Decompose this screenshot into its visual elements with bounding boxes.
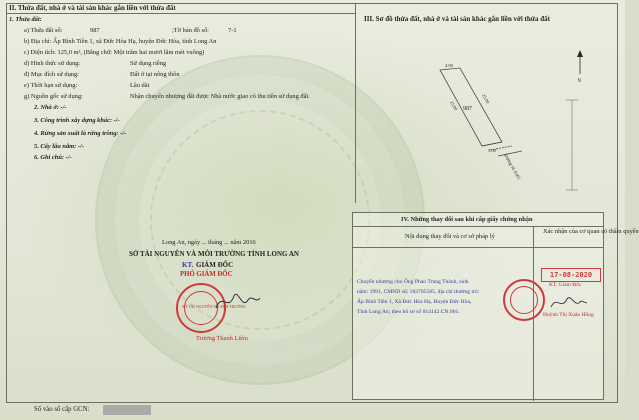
column-content-header: Nội dung thay đổi và cơ sở pháp lý <box>405 233 495 240</box>
parcel-heading: 1. Thửa đất: <box>9 16 42 23</box>
director-signature <box>212 288 262 316</box>
column-confirm-header: Xác nhận của cơ quan có thẩm quyền <box>543 228 639 235</box>
perennial-item: 5. Cây lâu năm: -/- <box>34 143 84 150</box>
section2-title: II. Thửa đất, nhà ở và tài sản khác gắn liền với thửa đất <box>9 4 176 12</box>
map-sheet-label: ;Tờ bản đồ số: <box>172 27 209 34</box>
parcel-number-value: 987 <box>90 27 100 34</box>
map-sheet-value: 7-1 <box>228 27 237 34</box>
confirm-signature <box>549 293 589 313</box>
dim-top: 4.90 <box>445 63 453 68</box>
origin-label: g) Nguồn gốc sử dụng: <box>24 93 83 100</box>
usage-term-label: e) Thời hạn sử dụng: <box>24 82 78 89</box>
road-label: Đường số A305 <box>503 153 522 181</box>
section3-title: III. Sơ đồ thửa đất, nhà ở và tài sản khác gắn liền với thửa đất <box>364 15 550 23</box>
director-role: GIÁM ĐỐC <box>196 261 234 269</box>
signer-name: Trương Thanh Liêm <box>196 335 248 342</box>
dim-left: 25.00 <box>449 100 459 112</box>
changes-table <box>352 212 639 400</box>
deputy-director-label: PHÓ GIÁM ĐỐC <box>180 271 233 278</box>
usage-term-value: Lâu dài <box>130 82 150 89</box>
confirm-signer: Huỳnh Thị Xuân Hồng <box>543 312 594 318</box>
dim-bottom: 5.00 <box>488 148 496 153</box>
section2-title-rule <box>6 13 355 14</box>
change-entry-line-3: Ấp Bình Tiền 1, Xã Đức Hòa Hạ, Huyện Đức Hòa, <box>357 299 472 305</box>
director-role-prefix: KT. <box>182 261 194 269</box>
parcel-number-label: a) Thửa đất số: <box>24 27 63 34</box>
forest-item: 4. Rừng sản xuất là rừng trồng: -/- <box>34 130 127 137</box>
confirm-date-stamp: 17-08-2020 <box>541 268 601 282</box>
change-entry-line-1: Chuyển nhượng cho Ông Phan Trung Thành, sinh <box>357 279 469 285</box>
change-entry-line-2: năm: 1991, CMND số: 183705585, địa chỉ thường trú: <box>357 289 480 295</box>
transfer-seal <box>503 279 545 321</box>
usage-purpose-label: đ) Mục đích sử dụng: <box>24 71 79 78</box>
confirm-role: KT. Giám Đốc <box>549 282 582 288</box>
sign-date-line: Long An, ngày ... tháng ... năm 2016 <box>162 239 256 246</box>
issuing-org: SỞ TÀI NGUYÊN VÀ MÔI TRƯỜNG TỈNH LONG AN <box>129 250 299 258</box>
serial-redaction <box>103 405 151 415</box>
usage-form-value: Sử dụng riêng <box>130 60 167 67</box>
usage-form-label: d) Hình thức sử dụng: <box>24 60 81 67</box>
construction-item: 3. Công trình xây dựng khác: -/- <box>34 117 120 124</box>
section-divider <box>355 3 356 203</box>
parcel-diagram <box>420 40 620 210</box>
serial-label: Số vào sổ cấp GCN: <box>34 406 90 413</box>
svg-text:N: N <box>577 79 582 84</box>
area-line: c) Diện tích: 125,0 m², (Bằng chữ: Một trăm hai mươi lăm mét vuông) <box>24 49 205 56</box>
north-arrow-icon <box>577 50 583 84</box>
address-line: b) Địa chỉ: Ấp Bình Tiền 1, xã Đức Hòa Hạ, huyện Đức Hòa, tỉnh Long An <box>24 38 217 45</box>
house-item: 2. Nhà ở: -/- <box>34 104 67 111</box>
note-item: 6. Ghi chú: -/- <box>34 154 72 161</box>
official-seal-text: SỞ TÀI NGUYÊN VÀ MÔI TRƯỜNG <box>182 304 246 309</box>
section4-title: IV. Những thay đổi sau khi cấp giấy chứng nhận <box>401 216 533 223</box>
change-entry-line-4: Tỉnh Long An; theo hồ sơ số 014142.CN.001. <box>357 309 460 315</box>
usage-purpose-value: Đất ở tại nông thôn <box>130 71 180 78</box>
origin-value: Nhận chuyển nhượng đất được Nhà nước giao có thu tiền sử dụng đất. <box>130 93 310 100</box>
parcel-number-tag: 987 <box>463 106 472 112</box>
dim-right: 25.00 <box>481 93 491 105</box>
